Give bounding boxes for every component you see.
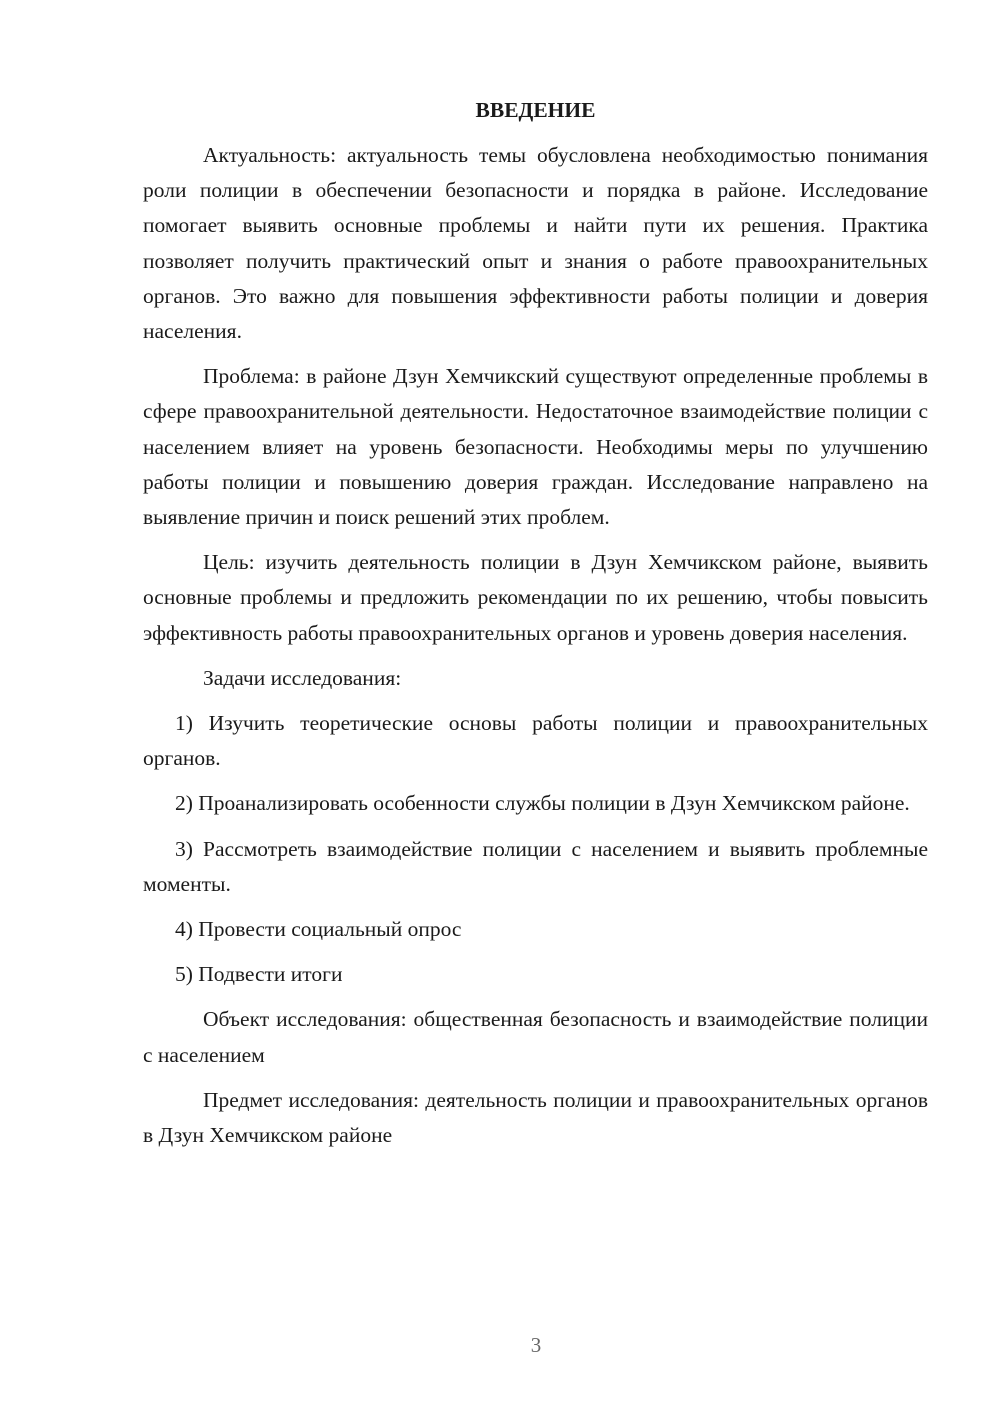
relevance-paragraph: Актуальность: актуальность темы обусловлена необходимостью понимания роли полиции в обеспечении безопасности и порядка в районе. Исследование помогает выявить основные проблемы и найти пути их решения. Практика позволяет получить практический опыт и знания о работе правоохранительных органов. Это важно для повышения эффективности работы полиции и доверия населения. [143, 143, 928, 344]
problem-paragraph: Проблема: в районе Дзун Хемчикский существуют определенные проблемы в сфере правоохранительной деятельности. Недостаточное взаимодействие полиции с населением влияет на уровень безопасности. Необходимы меры по улучшению работы полиции и повышению доверия граждан. Исследование направлено на выявление причин и поиск решений этих проблем. [143, 364, 928, 530]
goal-paragraph: Цель: изучить деятельность полиции в Дзун Хемчикском районе, выявить основные проблемы и предложить рекомендации по их решению, чтобы повысить эффективность работы правоохранительных органов и уровень доверия населения. [143, 550, 928, 645]
task-item-2: 2) Проанализировать особенности службы полиции в Дзун Хемчикском районе. [175, 791, 910, 816]
task-item-4: 4) Провести социальный опрос [175, 917, 462, 942]
task-item-1: 1) Изучить теоретические основы работы полиции и правоохранительных органов. [143, 711, 928, 771]
task-item-5: 5) Подвести итоги [175, 962, 343, 987]
tasks-heading: Задачи исследования: [203, 665, 402, 690]
page-number: 3 [530, 1333, 542, 1357]
task-item-3: 3) Рассмотреть взаимодействие полиции с населением и выявить проблемные моменты. [143, 836, 928, 896]
section-title: ВВЕДЕНИЕ [475, 98, 596, 122]
research-subject-paragraph: Предмет исследования: деятельность полиции и правоохранительных органов в Дзун Хемчикском районе [143, 1087, 928, 1148]
document-page [143, 92, 928, 1153]
research-object-paragraph: Объект исследования: общественная безопасность и взаимодействие полиции с населением [143, 1007, 928, 1067]
